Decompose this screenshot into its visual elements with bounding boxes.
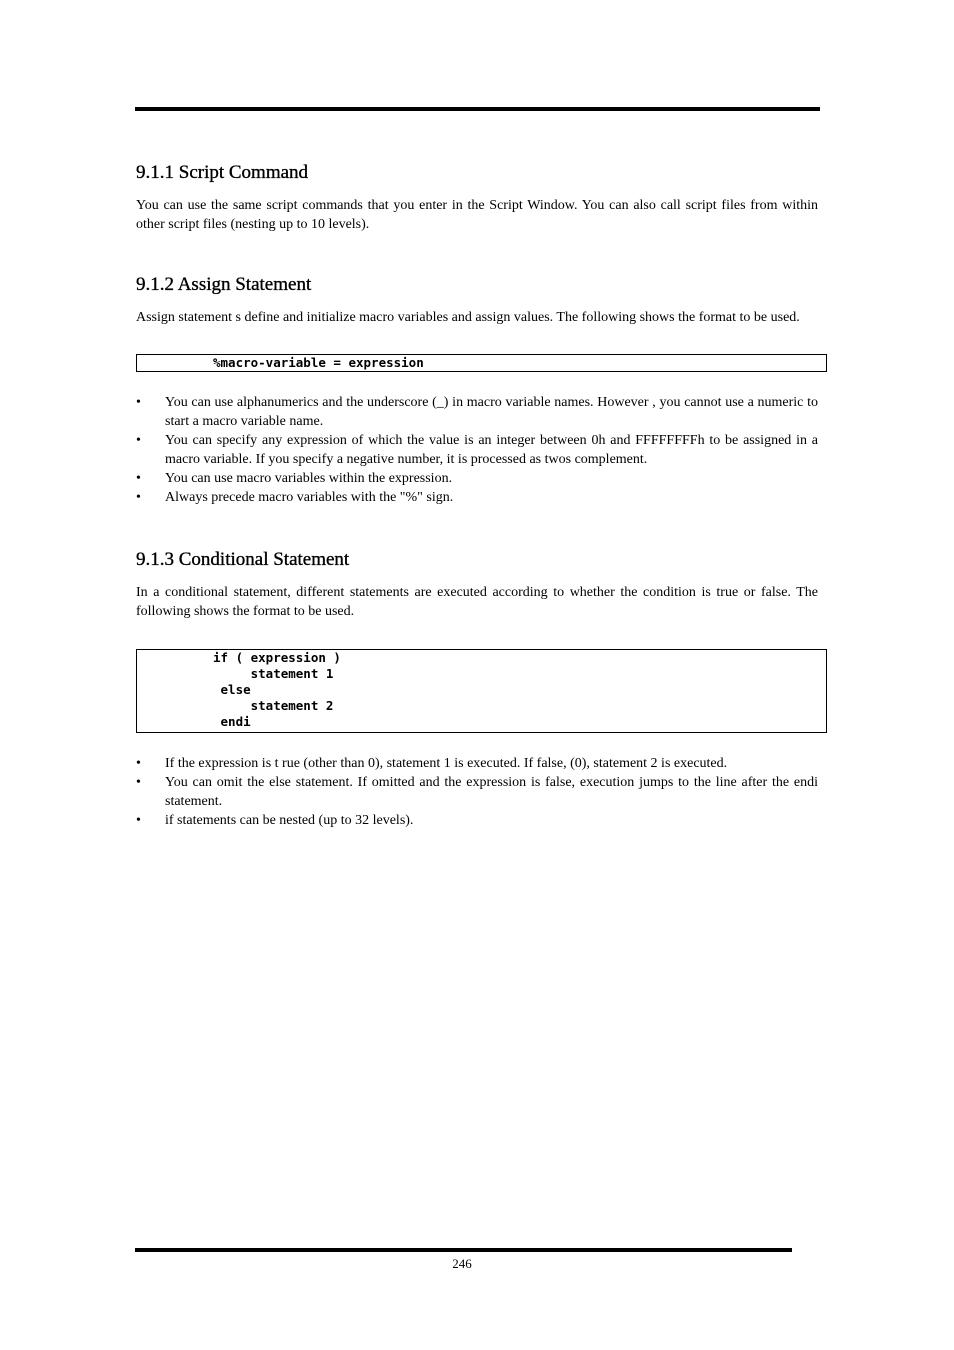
bullet-icon: •	[136, 471, 141, 486]
bullet-icon: •	[136, 813, 141, 828]
document-body	[136, 160, 818, 830]
list-item	[136, 773, 818, 811]
code-block	[136, 354, 827, 372]
code-block	[136, 649, 827, 733]
list-item	[136, 488, 818, 507]
section-heading: 9.1.3 Conditional Statement	[136, 549, 350, 570]
list-item-text: If the expression is t rue (other than 0), statement 1 is executed. If false, (0), statement 2 is executed.	[165, 756, 728, 771]
list-item	[136, 393, 818, 431]
bullet-icon: •	[136, 395, 141, 410]
footer-rule	[135, 1248, 792, 1252]
section-paragraph: Assign statement s define and initialize macro variables and assign values. The following shows the format to be used.	[136, 310, 800, 325]
bullet-list	[136, 393, 818, 507]
list-item-text: Always precede macro variables with the "%" sign.	[165, 490, 454, 505]
code-line: statement 2	[213, 698, 334, 713]
list-item-text: You can use macro variables within the expression.	[165, 471, 453, 486]
section-heading: 9.1.2 Assign Statement	[136, 274, 312, 295]
section-conditional-statement	[136, 547, 818, 830]
bullet-icon: •	[136, 756, 141, 771]
header-rule	[135, 107, 820, 111]
bullet-icon: •	[136, 775, 141, 790]
code-line: %macro-variable = expression	[213, 355, 424, 370]
section-paragraph: You can use the same script commands that you enter in the Script Window. You can also call script files from within other script files (nesting up to 10 levels).	[136, 198, 818, 232]
list-item	[136, 754, 818, 773]
list-item	[136, 431, 818, 469]
code-line: statement 1	[213, 666, 334, 681]
bullet-icon: •	[136, 490, 141, 505]
list-item-text: You can use alphanumerics and the underscore (_) in macro variable names. However , you cannot use a numeric to start a macro variable name.	[165, 395, 818, 429]
section-paragraph: In a conditional statement, different statements are executed according to whether the condition is true or false. The following shows the format to be used.	[136, 585, 818, 619]
list-item-text: if statements can be nested (up to 32 levels).	[165, 813, 414, 828]
list-item	[136, 811, 818, 830]
list-item-text: You can omit the else statement. If omitted and the expression is false, execution jumps to the line after the endi statement.	[165, 775, 818, 809]
section-heading: 9.1.1 Script Command	[136, 162, 309, 183]
list-item	[136, 469, 818, 488]
section-assign-statement	[136, 272, 818, 507]
code-line: endi	[213, 714, 251, 729]
bullet-icon: •	[136, 433, 141, 448]
bullet-list	[136, 754, 818, 830]
code-line: if ( expression )	[213, 650, 341, 665]
section-script-command	[136, 160, 818, 234]
list-item-text: You can specify any expression of which the value is an integer between 0h and FFFFFFFFh to be assigned in a macro variable. If you specify a negative number, it is processed as twos complement.	[165, 433, 818, 467]
code-line: else	[213, 682, 251, 697]
page-number: 246	[452, 1256, 472, 1271]
